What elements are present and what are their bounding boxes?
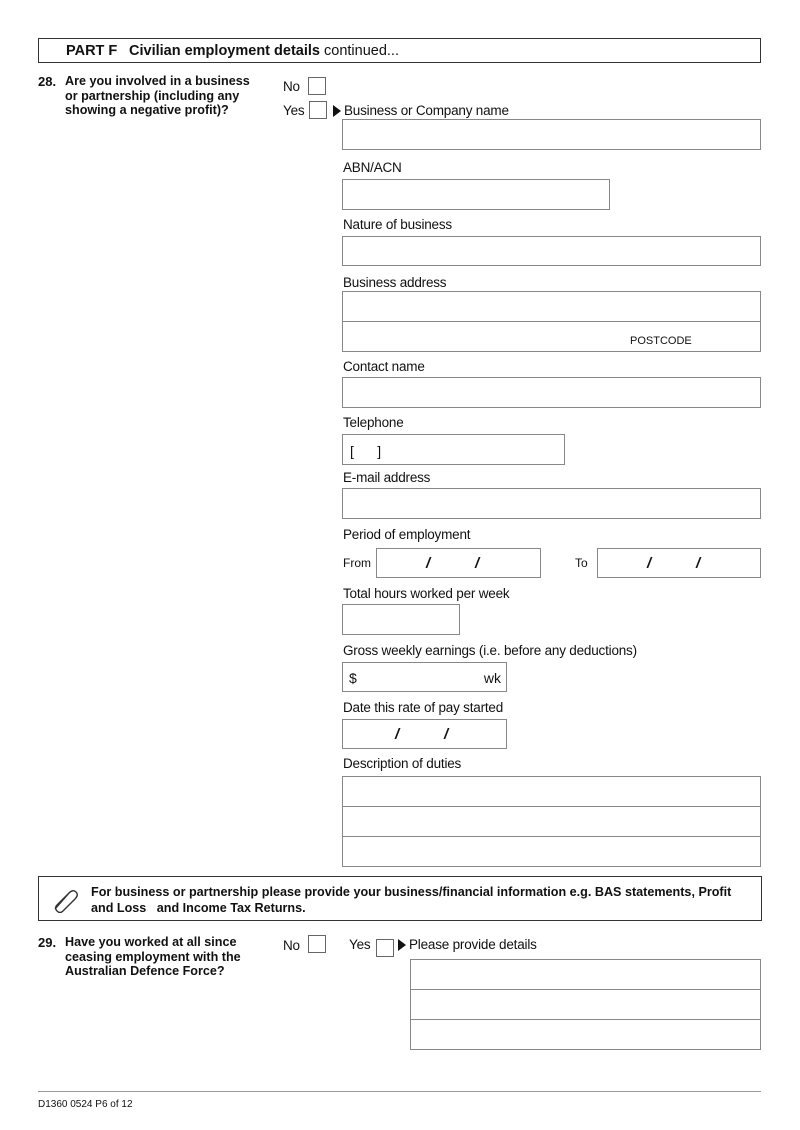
q29-number: 29. <box>38 935 57 950</box>
period-to-field[interactable] <box>597 548 761 578</box>
q28-question-line: showing a negative profit)? <box>65 103 229 117</box>
q28-no-checkbox[interactable] <box>308 77 326 95</box>
date-separator: / <box>475 555 480 572</box>
earnings-field[interactable] <box>342 662 507 692</box>
info-note <box>38 876 762 921</box>
q28-question-line: or partnership (including any <box>65 88 240 103</box>
q28-yes-label: Yes <box>283 103 305 118</box>
footer-divider <box>38 1091 761 1092</box>
contact-label: Contact name <box>343 359 425 374</box>
duties-field-line3[interactable] <box>342 836 761 867</box>
q28-number: 28. <box>38 74 57 89</box>
email-label: E-mail address <box>343 470 431 485</box>
business-name-field[interactable] <box>342 119 761 150</box>
rate-date-field[interactable] <box>342 719 507 749</box>
date-separator: / <box>696 555 701 572</box>
arrow-right-icon <box>398 939 406 951</box>
details-field-line3[interactable] <box>410 1019 761 1050</box>
q29-question-line: Australian Defence Force? <box>65 964 225 978</box>
contact-field[interactable] <box>342 377 761 408</box>
arrow-right-icon <box>333 105 341 117</box>
q29-question-line: Have you worked at all since <box>65 935 237 949</box>
abn-label: ABN/ACN <box>343 160 402 175</box>
details-label <box>398 937 537 952</box>
details-label-text: Please provide details <box>409 937 537 952</box>
rate-date-label: Date this rate of pay started <box>343 700 504 715</box>
note-text <box>91 884 731 916</box>
form-code: D1360 0524 P6 of 12 <box>38 1099 133 1110</box>
business-name-label <box>333 103 509 118</box>
q29-no-label: No <box>283 938 300 953</box>
hours-label: Total hours worked per week <box>343 586 510 601</box>
currency-symbol: $ <box>349 670 357 686</box>
paperclip-icon <box>51 887 79 916</box>
email-field[interactable] <box>342 488 761 519</box>
q28-question <box>65 74 250 118</box>
part-label: PART F <box>66 43 118 59</box>
q29-question-line: ceasing employment with the <box>65 949 241 964</box>
details-field-line1[interactable] <box>410 959 761 990</box>
nature-label: Nature of business <box>343 217 452 232</box>
date-separator: / <box>395 726 400 743</box>
from-label: From <box>343 556 371 570</box>
q29-yes-label: Yes <box>349 937 371 952</box>
telephone-field[interactable] <box>342 434 565 465</box>
q28-yes-checkbox[interactable] <box>309 101 327 119</box>
period-from-field[interactable] <box>376 548 541 578</box>
part-title-rest: continued... <box>319 43 399 59</box>
hours-field[interactable] <box>342 604 460 635</box>
address-field-line1[interactable] <box>342 291 761 322</box>
business-name-label-text: Business or Company name <box>344 103 509 118</box>
per-week-label: wk <box>483 670 501 686</box>
duties-label: Description of duties <box>343 756 462 771</box>
part-title-bold: Civilian employment details <box>129 43 320 59</box>
period-label: Period of employment <box>343 527 471 542</box>
duties-field-line1[interactable] <box>342 776 761 807</box>
part-header <box>38 38 761 63</box>
q29-question <box>65 935 241 979</box>
address-label: Business address <box>343 275 447 290</box>
date-separator: / <box>444 726 449 743</box>
duties-field-line2[interactable] <box>342 806 761 837</box>
q29-yes-checkbox[interactable] <box>376 939 394 957</box>
part-title <box>129 43 399 59</box>
date-separator: / <box>426 555 431 572</box>
q29-no-checkbox[interactable] <box>308 935 326 953</box>
q28-no-label: No <box>283 79 300 94</box>
telephone-area-brackets: [ ] <box>350 443 382 459</box>
note-line: For business or partnership please provide your business/financial information e.g. BAS statements, Profit <box>91 885 732 899</box>
note-line: and Loss and Income Tax Returns. <box>91 901 306 915</box>
details-field-line2[interactable] <box>410 989 761 1020</box>
q28-question-line: Are you involved in a business <box>65 74 250 88</box>
postcode-label: POSTCODE <box>630 335 692 347</box>
nature-field[interactable] <box>342 236 761 266</box>
to-label: To <box>575 556 588 570</box>
earnings-label: Gross weekly earnings (i.e. before any deductions) <box>343 643 637 658</box>
telephone-label: Telephone <box>343 415 404 430</box>
abn-field[interactable] <box>342 179 610 210</box>
date-separator: / <box>647 555 652 572</box>
address-field-line2[interactable] <box>342 321 761 352</box>
